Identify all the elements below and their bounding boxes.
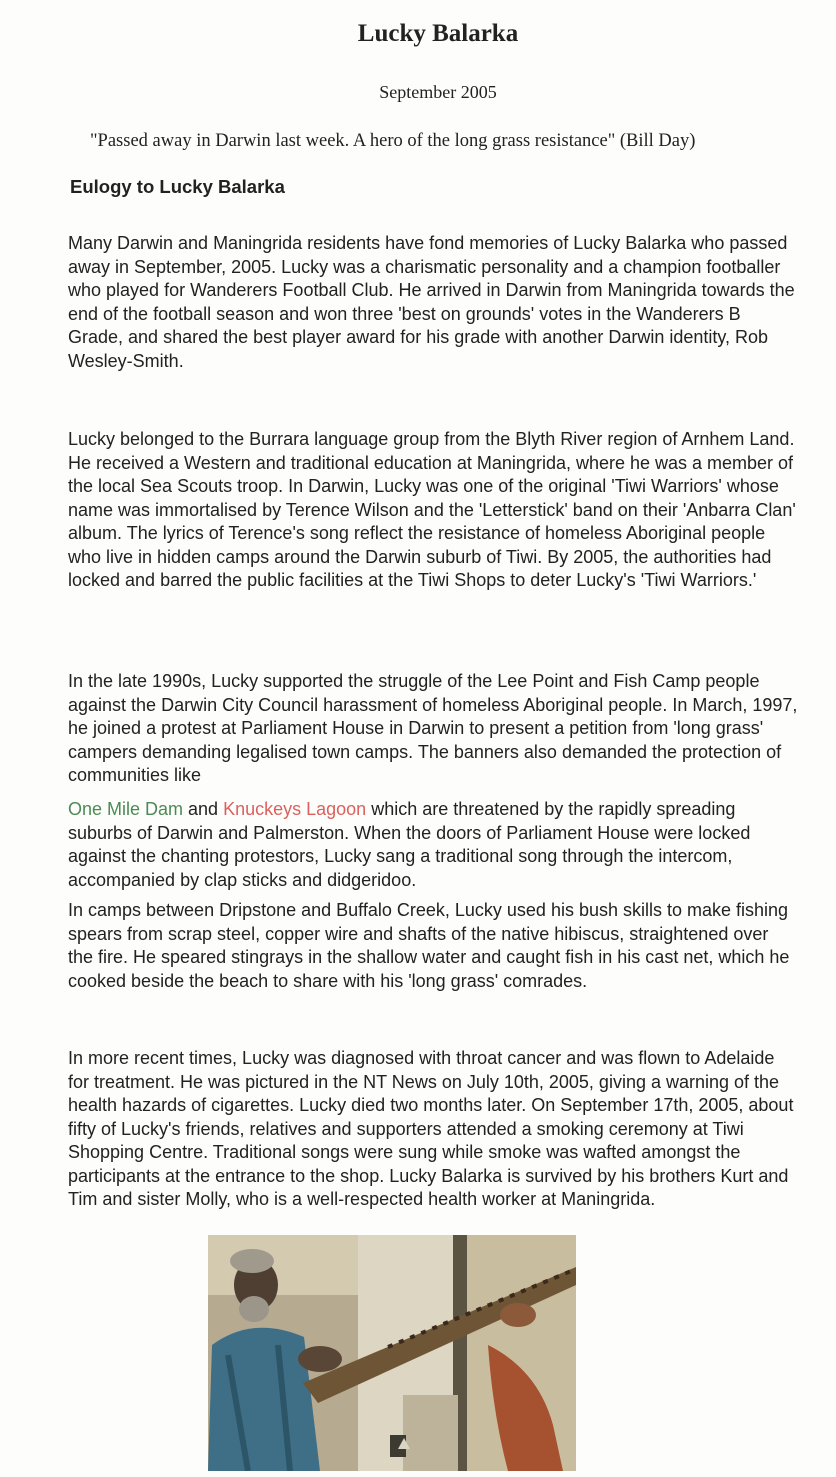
communities-text: which are threatened by the rapidly spreading suburbs of Darwin and Palmerston. When the doors of Parliament House were locked against the chanting protestors, Lucky sang a traditional song through the intercom, accompanied by clap sticks and didgeridoo. — [68, 799, 751, 890]
article-heading: Eulogy to Lucky Balarka — [70, 176, 285, 197]
knuckeys-lagoon-link[interactable]: Knuckeys Lagoon — [223, 799, 367, 819]
paragraph-background: Lucky belonged to the Burrara language group from the Blyth River region of Arnhem Land. He received a Western and traditional education at Maningrida, where he was a member of the local Sea Scouts troop. In Darwin, Lucky was one of the original 'Tiwi Warriors' whose name was immortalised by Terence Wilson and the 'Letterstick' band on their 'Anbarra Clan' album. The lyrics of Terence's song reflect the resistance of homeless Aboriginal people who live in hidden camps around the Darwin suburb of Tiwi. By 2005, the authorities had locked and barred the public facilities at the Tiwi Shops to deter Lucky's 'Tiwi Warriors.' — [68, 429, 796, 590]
paragraph-communities — [68, 798, 798, 892]
paragraph-football: Many Darwin and Maningrida residents have fond memories of Lucky Balarka who passed away in September, 2005. Lucky was a charismatic personality and a champion footballer who played for Wanderers Football Club. He arrived in Darwin from Maningrida towards the end of the football season and won three 'best on grounds' votes in the Wanderers B Grade, and shared the best player award for his grade with another Darwin identity, Rob Wesley-Smith. — [68, 233, 795, 371]
and-text: and — [183, 799, 224, 819]
paragraph-recent-times: In more recent times, Lucky was diagnosed with throat cancer and was flown to Adelaide for treatment. He was pictured in the NT News on July 10th, 2005, giving a warning of the health hazards of cigarettes. Lucky died two months later. On September 17th, 2005, about fifty of Lucky's friends, relatives and supporters attended a smoking ceremony at Tiwi Shopping Centre. Traditional songs were sung while smoke was wafted amongst the participants at the entrance to the shop. Lucky Balarka is survived by his brothers Kurt and Tim and sister Molly, who is a well-respected health worker at Maningrida. — [68, 1048, 794, 1209]
paragraph-bush-skills: In camps between Dripstone and Buffalo Creek, Lucky used his bush skills to make fishing spears from scrap steel, copper wire and shafts of the native hibiscus, straightened over the fire. He speared stingrays in the shallow water and caught fish in his cast net, which he cooked beside the beach to share with his 'long grass' comrades. — [68, 900, 790, 991]
quote: "Passed away in Darwin last week. A hero of the long grass resistance" (Bill Day) — [90, 131, 696, 151]
page-title: Lucky Balarka — [357, 20, 519, 47]
date-line: September 2005 — [379, 82, 497, 102]
one-mile-dam-link[interactable]: One Mile Dam — [68, 799, 184, 819]
paragraph-protest: In the late 1990s, Lucky supported the struggle of the Lee Point and Fish Camp people against the Darwin City Council harassment of homeless Aboriginal people. In March, 1997, he joined a protest at Parliament House in Darwin to present a petition from 'long grass' campers demanding legalised town camps. The banners also demanded the protection of communities like — [68, 671, 798, 785]
photo-lucky-balarka — [208, 1235, 576, 1471]
